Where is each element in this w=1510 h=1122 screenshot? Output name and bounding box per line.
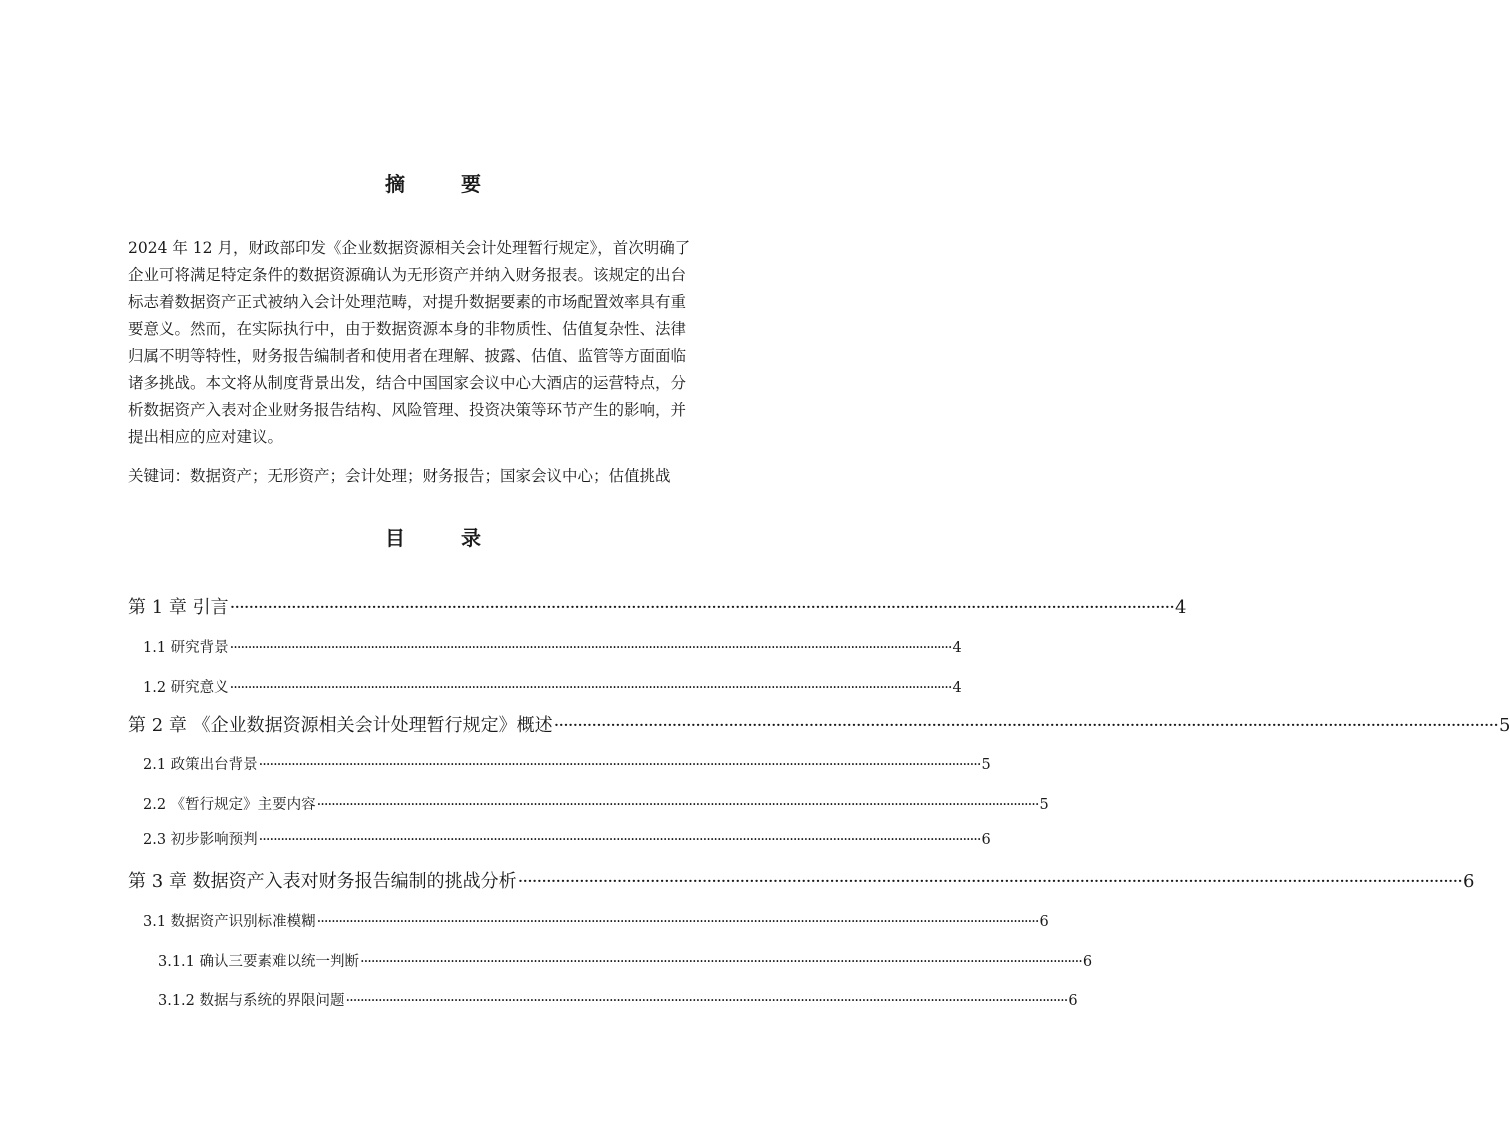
keywords-line: 关键词：数据资产；无形资产；会计处理；财务报告；国家会议中心；估值挑战 xyxy=(128,467,671,485)
toc-entry-chapter-1[interactable] xyxy=(128,593,1187,619)
toc-entry-title: 3.1.2 数据与系统的界限问题 xyxy=(158,993,345,1009)
abstract-line: 诸多挑战。本文将从制度背景出发，结合中国国家会议中心大酒店的运营特点，分 xyxy=(128,374,687,392)
toc-page-number: 4 xyxy=(952,680,962,696)
toc-entry-title: 1.2 研究意义 xyxy=(143,680,229,696)
toc-leader-dots: ········································································································································································································ xyxy=(229,597,1174,618)
abstract-line: 析数据资产入表对企业财务报告结构、风险管理、投资决策等环节产生的影响，并 xyxy=(128,401,687,419)
toc-leader-dots: ········································································································································································································ xyxy=(316,914,1039,930)
toc-entry-2-3[interactable] xyxy=(143,828,991,849)
toc-entry-2-1[interactable] xyxy=(143,753,991,774)
toc-entry-3-1-1[interactable] xyxy=(158,950,1093,971)
toc-leader-dots: ········································································································································································································ xyxy=(316,797,1039,813)
toc-entry-title: 第 3 章 数据资产入表对财务报告编制的挑战分析 xyxy=(128,871,517,892)
toc-page-number: 6 xyxy=(1039,914,1049,930)
toc-entry-chapter-3[interactable] xyxy=(128,867,1475,893)
toc-page-number: 6 xyxy=(1462,871,1475,892)
toc-page-number: 5 xyxy=(981,757,991,773)
toc-entry-title: 1.1 研究背景 xyxy=(143,640,229,656)
toc-entry-chapter-2[interactable] xyxy=(128,711,1510,737)
toc-leader-dots: ········································································································································································································ xyxy=(553,715,1498,736)
toc-entry-title: 3.1 数据资产识别标准模糊 xyxy=(143,914,316,930)
toc-entry-1-2[interactable] xyxy=(143,676,962,697)
abstract-line: 提出相应的应对建议。 xyxy=(128,428,284,446)
toc-page-number: 6 xyxy=(981,832,991,848)
abstract-body xyxy=(128,235,740,451)
toc-leader-dots: ········································································································································································································ xyxy=(360,954,1082,970)
toc-entry-title: 2.2 《暂行规定》主要内容 xyxy=(143,797,316,813)
toc-leader-dots: ········································································································································································································ xyxy=(258,832,981,848)
toc-leader-dots: ········································································································································································································ xyxy=(345,993,1068,1009)
toc-entry-3-1[interactable] xyxy=(143,910,1049,931)
toc-page-number: 4 xyxy=(952,640,962,656)
toc-entry-title: 3.1.1 确认三要素难以统一判断 xyxy=(158,954,360,970)
abstract-line: 标志着数据资产正式被纳入会计处理范畴，对提升数据要素的市场配置效率具有重 xyxy=(128,293,687,311)
toc-page-number: 4 xyxy=(1174,597,1187,618)
abstract-line: 要意义。然而，在实际执行中，由于数据资源本身的非物质性、估值复杂性、法律 xyxy=(128,320,687,338)
toc-leader-dots: ········································································································································································································ xyxy=(258,757,981,773)
toc-entry-title: 2.3 初步影响预判 xyxy=(143,832,258,848)
toc-entry-2-2[interactable] xyxy=(143,793,1049,814)
toc-entry-1-1[interactable] xyxy=(143,636,962,657)
abstract-line: 企业可将满足特定条件的数据资源确认为无形资产并纳入财务报表。该规定的出台 xyxy=(128,266,687,284)
toc-page-number: 5 xyxy=(1039,797,1049,813)
toc-entry-3-1-2[interactable] xyxy=(158,989,1078,1010)
toc-leader-dots: ········································································································································································································ xyxy=(229,680,952,696)
toc-entry-title: 第 2 章 《企业数据资源相关会计处理暂行规定》概述 xyxy=(128,715,553,736)
toc-leader-dots: ········································································································································································································ xyxy=(517,871,1462,892)
toc-page-number: 6 xyxy=(1082,954,1093,970)
abstract-title: 摘 要 xyxy=(385,172,499,196)
abstract-line: 2024 年 12 月，财政部印发《企业数据资源相关会计处理暂行规定》，首次明确了 xyxy=(128,239,691,257)
toc-title: 目 录 xyxy=(385,526,499,550)
toc-leader-dots: ········································································································································································································ xyxy=(229,640,952,656)
toc-page-number: 6 xyxy=(1068,993,1078,1009)
toc-page-number: 5 xyxy=(1498,715,1510,736)
abstract-line: 归属不明等特性，财务报告编制者和使用者在理解、披露、估值、监管等方面面临 xyxy=(128,347,687,365)
toc-entry-title: 第 1 章 引言 xyxy=(128,597,229,618)
toc-entry-title: 2.1 政策出台背景 xyxy=(143,757,258,773)
